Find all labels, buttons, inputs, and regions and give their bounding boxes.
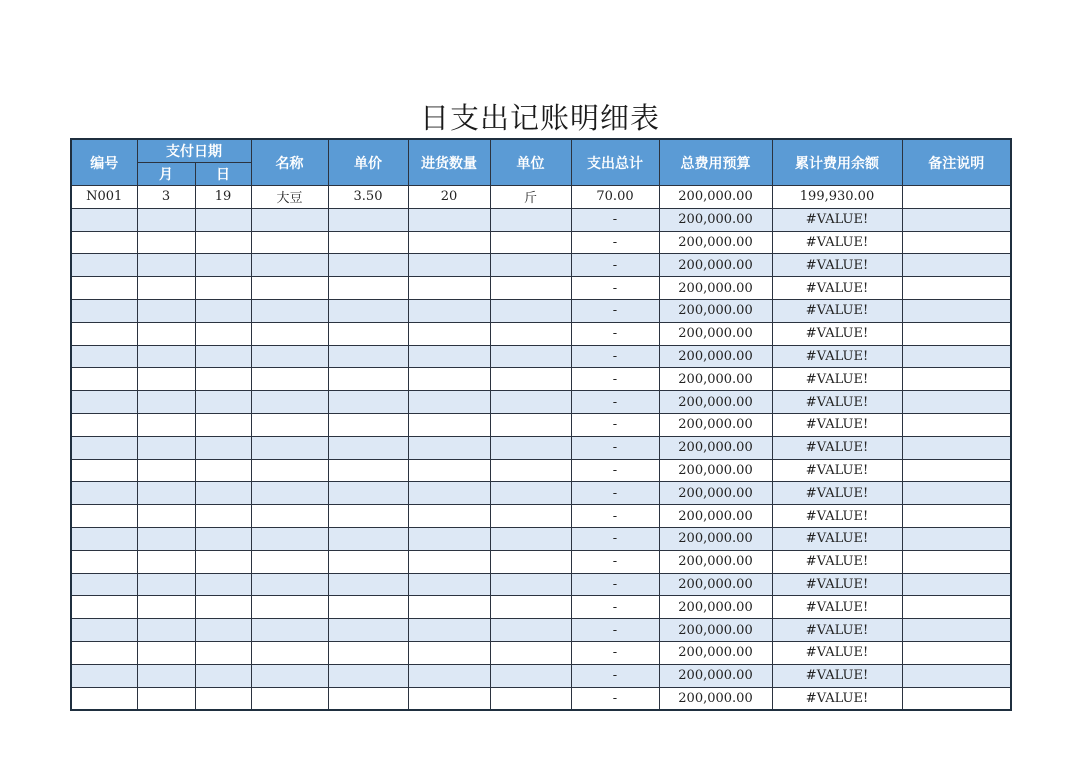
table-row — [71, 641, 1011, 664]
cell-remarks[interactable] — [902, 345, 1011, 368]
cell-unit[interactable] — [490, 641, 571, 664]
cell-remarks[interactable] — [902, 208, 1011, 231]
cell-name[interactable] — [251, 573, 328, 596]
header-id[interactable]: 编号 — [71, 139, 137, 186]
cell-total[interactable]: - — [571, 664, 659, 687]
cell-id[interactable]: N001 — [71, 186, 137, 209]
cell-month[interactable] — [137, 413, 195, 436]
cell-id[interactable] — [71, 231, 137, 254]
cell-balance[interactable]: #VALUE! — [772, 208, 902, 231]
sheet-title: 日支出记账明细表 — [419, 101, 660, 135]
table-row — [71, 322, 1011, 345]
header-day[interactable]: 日 — [195, 163, 251, 186]
cell-month[interactable] — [137, 231, 195, 254]
cell-remarks[interactable] — [902, 482, 1011, 505]
table-row — [71, 573, 1011, 596]
cell-budget[interactable]: 200,000.00 — [659, 573, 772, 596]
cell-unit[interactable] — [490, 299, 571, 322]
table-row — [71, 459, 1011, 482]
cell-name[interactable] — [251, 482, 328, 505]
cell-name[interactable] — [251, 459, 328, 482]
table-row — [71, 596, 1011, 619]
cell-quantity[interactable] — [408, 208, 490, 231]
cell-name[interactable] — [251, 391, 328, 414]
header-remarks[interactable]: 备注说明 — [902, 139, 1011, 186]
cell-budget[interactable]: 200,000.00 — [659, 596, 772, 619]
cell-budget[interactable]: 200,000.00 — [659, 322, 772, 345]
cell-total[interactable]: - — [571, 641, 659, 664]
cell-quantity[interactable] — [408, 368, 490, 391]
cell-budget[interactable]: 200,000.00 — [659, 482, 772, 505]
table-row — [71, 687, 1011, 710]
cell-unit[interactable] — [490, 208, 571, 231]
cell-budget[interactable]: 200,000.00 — [659, 664, 772, 687]
table-row — [71, 413, 1011, 436]
header-payment-date[interactable]: 支付日期 — [137, 139, 251, 163]
cell-name[interactable] — [251, 550, 328, 573]
cell-budget[interactable]: 200,000.00 — [659, 345, 772, 368]
cell-unit-price[interactable] — [328, 687, 408, 710]
cell-quantity[interactable] — [408, 391, 490, 414]
cell-id[interactable] — [71, 505, 137, 528]
cell-total[interactable]: - — [571, 208, 659, 231]
cell-unit-price[interactable] — [328, 277, 408, 300]
cell-budget[interactable]: 200,000.00 — [659, 459, 772, 482]
header-balance[interactable]: 累计费用余额 — [772, 139, 902, 186]
cell-budget[interactable]: 200,000.00 — [659, 505, 772, 528]
table-row — [71, 277, 1011, 300]
cell-id[interactable] — [71, 482, 137, 505]
cell-total[interactable]: - — [571, 368, 659, 391]
cell-id[interactable] — [71, 527, 137, 550]
cell-month[interactable] — [137, 527, 195, 550]
cell-unit-price[interactable] — [328, 550, 408, 573]
cell-month[interactable] — [137, 619, 195, 642]
header-total[interactable]: 支出总计 — [571, 139, 659, 186]
table-row — [71, 482, 1011, 505]
cell-quantity[interactable] — [408, 505, 490, 528]
cell-unit-price[interactable] — [328, 641, 408, 664]
cell-id[interactable] — [71, 641, 137, 664]
cell-id[interactable] — [71, 664, 137, 687]
cell-id[interactable] — [71, 550, 137, 573]
cell-budget[interactable]: 200,000.00 — [659, 277, 772, 300]
cell-unit[interactable] — [490, 254, 571, 277]
cell-total[interactable]: - — [571, 254, 659, 277]
cell-remarks[interactable] — [902, 573, 1011, 596]
cell-quantity[interactable] — [408, 299, 490, 322]
cell-day[interactable] — [195, 413, 251, 436]
cell-unit[interactable] — [490, 368, 571, 391]
table-row — [71, 550, 1011, 573]
cell-balance[interactable]: #VALUE! — [772, 322, 902, 345]
cell-day[interactable] — [195, 459, 251, 482]
cell-unit-price[interactable] — [328, 436, 408, 459]
header-unit-price[interactable]: 单价 — [328, 139, 408, 186]
cell-balance[interactable]: #VALUE! — [772, 527, 902, 550]
cell-day[interactable] — [195, 208, 251, 231]
cell-day[interactable] — [195, 436, 251, 459]
cell-unit-price[interactable] — [328, 231, 408, 254]
cell-total[interactable]: - — [571, 459, 659, 482]
cell-budget[interactable]: 200,000.00 — [659, 391, 772, 414]
cell-unit[interactable] — [490, 596, 571, 619]
cell-quantity[interactable] — [408, 664, 490, 687]
cell-budget[interactable]: 200,000.00 — [659, 436, 772, 459]
cell-unit[interactable] — [490, 231, 571, 254]
cell-day[interactable] — [195, 619, 251, 642]
table-row — [71, 208, 1011, 231]
cell-remarks[interactable] — [902, 641, 1011, 664]
cell-name[interactable] — [251, 299, 328, 322]
cell-unit[interactable] — [490, 322, 571, 345]
cell-quantity[interactable] — [408, 231, 490, 254]
cell-month[interactable]: 3 — [137, 186, 195, 209]
table-body — [71, 186, 1011, 711]
table-row — [71, 345, 1011, 368]
cell-remarks[interactable] — [902, 254, 1011, 277]
cell-month[interactable] — [137, 596, 195, 619]
cell-quantity[interactable] — [408, 573, 490, 596]
cell-name[interactable] — [251, 664, 328, 687]
cell-remarks[interactable] — [902, 596, 1011, 619]
cell-day[interactable]: 19 — [195, 186, 251, 209]
cell-day[interactable] — [195, 505, 251, 528]
table-row — [71, 368, 1011, 391]
cell-budget[interactable]: 200,000.00 — [659, 413, 772, 436]
cell-id[interactable] — [71, 391, 137, 414]
cell-quantity[interactable] — [408, 322, 490, 345]
cell-remarks[interactable] — [902, 322, 1011, 345]
cell-day[interactable] — [195, 231, 251, 254]
cell-day[interactable] — [195, 322, 251, 345]
cell-remarks[interactable] — [902, 527, 1011, 550]
cell-month[interactable] — [137, 391, 195, 414]
cell-day[interactable] — [195, 391, 251, 414]
cell-unit[interactable] — [490, 391, 571, 414]
cell-quantity[interactable] — [408, 254, 490, 277]
cell-id[interactable] — [71, 413, 137, 436]
cell-total[interactable]: - — [571, 550, 659, 573]
table-row — [71, 505, 1011, 528]
cell-unit[interactable] — [490, 436, 571, 459]
cell-total[interactable]: 70.00 — [571, 186, 659, 209]
cell-remarks[interactable] — [902, 505, 1011, 528]
cell-remarks[interactable] — [902, 186, 1011, 209]
cell-remarks[interactable] — [902, 277, 1011, 300]
cell-unit-price[interactable] — [328, 322, 408, 345]
cell-day[interactable] — [195, 345, 251, 368]
cell-name[interactable] — [251, 413, 328, 436]
cell-quantity[interactable] — [408, 619, 490, 642]
cell-quantity[interactable] — [408, 687, 490, 710]
cell-total[interactable]: - — [571, 505, 659, 528]
cell-total[interactable]: - — [571, 322, 659, 345]
cell-id[interactable] — [71, 596, 137, 619]
cell-quantity[interactable] — [408, 550, 490, 573]
cell-quantity[interactable] — [408, 345, 490, 368]
cell-unit[interactable] — [490, 277, 571, 300]
cell-total[interactable]: - — [571, 299, 659, 322]
cell-balance[interactable]: #VALUE! — [772, 687, 902, 710]
cell-budget[interactable]: 200,000.00 — [659, 687, 772, 710]
cell-balance[interactable]: #VALUE! — [772, 277, 902, 300]
cell-remarks[interactable] — [902, 231, 1011, 254]
cell-unit[interactable] — [490, 664, 571, 687]
cell-unit-price[interactable]: 3.50 — [328, 186, 408, 209]
cell-month[interactable] — [137, 277, 195, 300]
cell-unit-price[interactable] — [328, 208, 408, 231]
cell-month[interactable] — [137, 345, 195, 368]
cell-balance[interactable]: #VALUE! — [772, 641, 902, 664]
cell-month[interactable] — [137, 459, 195, 482]
header-month[interactable]: 月 — [137, 163, 195, 186]
cell-day[interactable] — [195, 550, 251, 573]
cell-remarks[interactable] — [902, 687, 1011, 710]
cell-id[interactable] — [71, 322, 137, 345]
cell-unit[interactable] — [490, 505, 571, 528]
cell-id[interactable] — [71, 208, 137, 231]
cell-budget[interactable]: 200,000.00 — [659, 550, 772, 573]
cell-balance[interactable]: #VALUE! — [772, 368, 902, 391]
header-unit[interactable]: 单位 — [490, 139, 571, 186]
cell-budget[interactable]: 200,000.00 — [659, 368, 772, 391]
cell-month[interactable] — [137, 436, 195, 459]
cell-month[interactable] — [137, 322, 195, 345]
cell-unit[interactable]: 斤 — [490, 186, 571, 209]
cell-day[interactable] — [195, 482, 251, 505]
cell-total[interactable]: - — [571, 596, 659, 619]
cell-name[interactable] — [251, 277, 328, 300]
table-row — [71, 619, 1011, 642]
cell-unit-price[interactable] — [328, 299, 408, 322]
cell-month[interactable] — [137, 299, 195, 322]
cell-unit-price[interactable] — [328, 527, 408, 550]
cell-balance[interactable]: #VALUE! — [772, 596, 902, 619]
cell-month[interactable] — [137, 641, 195, 664]
cell-unit-price[interactable] — [328, 596, 408, 619]
cell-budget[interactable]: 200,000.00 — [659, 641, 772, 664]
cell-remarks[interactable] — [902, 413, 1011, 436]
cell-id[interactable] — [71, 619, 137, 642]
cell-id[interactable] — [71, 687, 137, 710]
cell-balance[interactable]: #VALUE! — [772, 573, 902, 596]
cell-day[interactable] — [195, 664, 251, 687]
cell-unit[interactable] — [490, 550, 571, 573]
cell-name[interactable] — [251, 687, 328, 710]
cell-budget[interactable]: 200,000.00 — [659, 231, 772, 254]
cell-balance[interactable]: #VALUE! — [772, 413, 902, 436]
cell-unit[interactable] — [490, 687, 571, 710]
cell-name[interactable] — [251, 345, 328, 368]
cell-total[interactable]: - — [571, 391, 659, 414]
cell-unit[interactable] — [490, 482, 571, 505]
cell-total[interactable]: - — [571, 687, 659, 710]
cell-quantity[interactable] — [408, 413, 490, 436]
table-row — [71, 254, 1011, 277]
cell-remarks[interactable] — [902, 436, 1011, 459]
cell-unit[interactable] — [490, 573, 571, 596]
cell-id[interactable] — [71, 299, 137, 322]
cell-quantity[interactable] — [408, 641, 490, 664]
cell-total[interactable]: - — [571, 527, 659, 550]
cell-id[interactable] — [71, 459, 137, 482]
cell-quantity[interactable] — [408, 596, 490, 619]
cell-remarks[interactable] — [902, 619, 1011, 642]
ledger-table — [70, 138, 1012, 711]
cell-budget[interactable]: 200,000.00 — [659, 527, 772, 550]
cell-unit[interactable] — [490, 619, 571, 642]
table-row — [71, 436, 1011, 459]
cell-day[interactable] — [195, 596, 251, 619]
cell-id[interactable] — [71, 345, 137, 368]
cell-unit[interactable] — [490, 459, 571, 482]
cell-month[interactable] — [137, 482, 195, 505]
cell-name[interactable] — [251, 527, 328, 550]
cell-month[interactable] — [137, 254, 195, 277]
cell-day[interactable] — [195, 254, 251, 277]
cell-unit-price[interactable] — [328, 482, 408, 505]
cell-budget[interactable]: 200,000.00 — [659, 619, 772, 642]
cell-id[interactable] — [71, 573, 137, 596]
cell-balance[interactable]: 199,930.00 — [772, 186, 902, 209]
table-row — [71, 231, 1011, 254]
cell-day[interactable] — [195, 299, 251, 322]
cell-total[interactable]: - — [571, 231, 659, 254]
cell-quantity[interactable] — [408, 277, 490, 300]
table-row — [71, 186, 1011, 209]
cell-name[interactable] — [251, 436, 328, 459]
cell-quantity[interactable]: 20 — [408, 186, 490, 209]
cell-name[interactable] — [251, 368, 328, 391]
cell-unit-price[interactable] — [328, 619, 408, 642]
cell-budget[interactable]: 200,000.00 — [659, 186, 772, 209]
cell-name[interactable] — [251, 231, 328, 254]
cell-balance[interactable]: #VALUE! — [772, 664, 902, 687]
cell-remarks[interactable] — [902, 299, 1011, 322]
cell-balance[interactable]: #VALUE! — [772, 459, 902, 482]
cell-total[interactable]: - — [571, 436, 659, 459]
cell-month[interactable] — [137, 664, 195, 687]
cell-unit-price[interactable] — [328, 573, 408, 596]
cell-budget[interactable]: 200,000.00 — [659, 254, 772, 277]
cell-id[interactable] — [71, 254, 137, 277]
cell-unit-price[interactable] — [328, 254, 408, 277]
cell-balance[interactable]: #VALUE! — [772, 505, 902, 528]
cell-balance[interactable]: #VALUE! — [772, 482, 902, 505]
cell-month[interactable] — [137, 573, 195, 596]
cell-balance[interactable]: #VALUE! — [772, 299, 902, 322]
cell-unit-price[interactable] — [328, 345, 408, 368]
cell-total[interactable]: - — [571, 482, 659, 505]
cell-balance[interactable]: #VALUE! — [772, 619, 902, 642]
cell-balance[interactable]: #VALUE! — [772, 231, 902, 254]
table-row — [71, 527, 1011, 550]
cell-balance[interactable]: #VALUE! — [772, 391, 902, 414]
cell-unit-price[interactable] — [328, 391, 408, 414]
cell-total[interactable]: - — [571, 413, 659, 436]
cell-unit-price[interactable] — [328, 664, 408, 687]
cell-id[interactable] — [71, 368, 137, 391]
cell-quantity[interactable] — [408, 459, 490, 482]
cell-id[interactable] — [71, 436, 137, 459]
cell-budget[interactable]: 200,000.00 — [659, 299, 772, 322]
cell-unit[interactable] — [490, 413, 571, 436]
cell-quantity[interactable] — [408, 527, 490, 550]
cell-name[interactable] — [251, 322, 328, 345]
table-row — [71, 391, 1011, 414]
cell-remarks[interactable] — [902, 391, 1011, 414]
cell-name[interactable] — [251, 208, 328, 231]
cell-unit-price[interactable] — [328, 413, 408, 436]
cell-unit[interactable] — [490, 527, 571, 550]
table-header — [71, 139, 1011, 186]
cell-name[interactable] — [251, 254, 328, 277]
cell-balance[interactable]: #VALUE! — [772, 550, 902, 573]
cell-quantity[interactable] — [408, 436, 490, 459]
cell-month[interactable] — [137, 687, 195, 710]
table-row — [71, 664, 1011, 687]
cell-unit-price[interactable] — [328, 505, 408, 528]
cell-unit-price[interactable] — [328, 459, 408, 482]
cell-total[interactable]: - — [571, 345, 659, 368]
cell-day[interactable] — [195, 527, 251, 550]
cell-day[interactable] — [195, 687, 251, 710]
cell-balance[interactable]: #VALUE! — [772, 436, 902, 459]
header-name[interactable]: 名称 — [251, 139, 328, 186]
cell-day[interactable] — [195, 573, 251, 596]
cell-day[interactable] — [195, 641, 251, 664]
cell-month[interactable] — [137, 368, 195, 391]
cell-name[interactable] — [251, 641, 328, 664]
cell-month[interactable] — [137, 550, 195, 573]
cell-budget[interactable]: 200,000.00 — [659, 208, 772, 231]
cell-balance[interactable]: #VALUE! — [772, 254, 902, 277]
cell-remarks[interactable] — [902, 459, 1011, 482]
cell-name[interactable]: 大豆 — [251, 186, 328, 209]
cell-balance[interactable]: #VALUE! — [772, 345, 902, 368]
cell-id[interactable] — [71, 277, 137, 300]
cell-month[interactable] — [137, 208, 195, 231]
cell-remarks[interactable] — [902, 550, 1011, 573]
cell-month[interactable] — [137, 505, 195, 528]
cell-unit[interactable] — [490, 345, 571, 368]
cell-remarks[interactable] — [902, 664, 1011, 687]
cell-name[interactable] — [251, 505, 328, 528]
cell-total[interactable]: - — [571, 619, 659, 642]
table-row — [71, 299, 1011, 322]
cell-unit-price[interactable] — [328, 368, 408, 391]
header-budget[interactable]: 总费用预算 — [659, 139, 772, 186]
header-quantity[interactable]: 进货数量 — [408, 139, 490, 186]
cell-total[interactable]: - — [571, 277, 659, 300]
cell-total[interactable]: - — [571, 573, 659, 596]
cell-quantity[interactable] — [408, 482, 490, 505]
cell-day[interactable] — [195, 368, 251, 391]
cell-name[interactable] — [251, 619, 328, 642]
cell-day[interactable] — [195, 277, 251, 300]
cell-name[interactable] — [251, 596, 328, 619]
cell-remarks[interactable] — [902, 368, 1011, 391]
